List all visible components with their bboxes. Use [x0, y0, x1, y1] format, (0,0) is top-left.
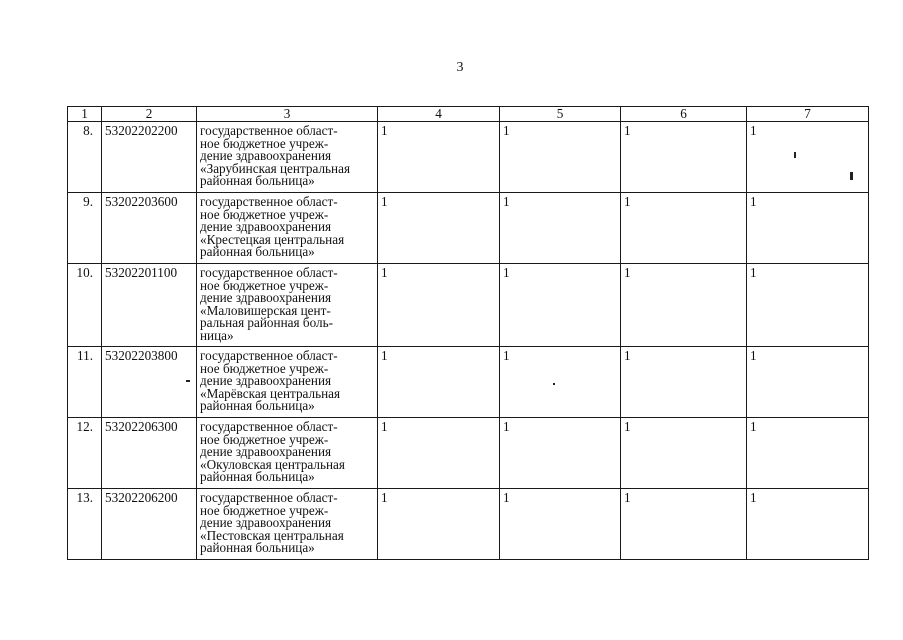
row-col-4: 1: [378, 193, 500, 264]
scan-speck: [794, 152, 796, 158]
row-code: 53202203800: [102, 347, 197, 418]
row-col-6: 1: [621, 347, 747, 418]
row-col-5: 1: [500, 489, 621, 560]
row-institution-name: [197, 347, 378, 418]
header-col-4: 4: [378, 107, 500, 122]
institution-name-line: государственное област-: [200, 348, 338, 363]
row-col-7: 1: [747, 347, 869, 418]
row-col-6: 1: [621, 418, 747, 489]
row-col-4: 1: [378, 347, 500, 418]
table-row: [68, 264, 869, 347]
row-institution-name: [197, 489, 378, 560]
row-code: 53202201100: [102, 264, 197, 347]
row-col-7: 1: [747, 418, 869, 489]
institution-name-line: государственное област-: [200, 123, 338, 138]
row-col-7: 1: [747, 489, 869, 560]
institution-name-line: ное бюджетное учреж-: [200, 206, 329, 222]
row-institution-name: [197, 122, 378, 193]
data-table: [67, 106, 869, 560]
row-col-5: 1: [500, 264, 621, 347]
institution-name-line: дение здравоохранения: [200, 219, 332, 234]
institution-name-line: дение здравоохранения: [200, 515, 332, 530]
row-institution-name: [197, 193, 378, 264]
scan-speck: [850, 172, 853, 180]
institution-name-line: дение здравоохранения: [200, 444, 332, 459]
row-code: 53202203600: [102, 193, 197, 264]
row-col-5: 1: [500, 347, 621, 418]
institution-name-line: ница»: [200, 327, 234, 343]
row-col-7: 1: [747, 264, 869, 347]
institution-name-line: районная больница»: [200, 244, 315, 259]
row-col-5: 1: [500, 418, 621, 489]
header-col-1: 1: [68, 107, 102, 122]
institution-name-line: районная больница»: [200, 540, 315, 555]
row-col-6: 1: [621, 489, 747, 560]
table-row: [68, 122, 869, 193]
row-code: 53202206300: [102, 418, 197, 489]
row-col-4: 1: [378, 418, 500, 489]
institution-name-line: ное бюджетное учреж-: [200, 502, 329, 518]
institution-name-line: районная больница»: [200, 398, 315, 413]
header-col-7: 7: [747, 107, 869, 122]
institution-name-line: государственное област-: [200, 265, 338, 280]
institution-name-line: государственное област-: [200, 194, 338, 209]
row-col-7: 1: [747, 193, 869, 264]
header-col-3: 3: [197, 107, 378, 122]
row-col-6: 1: [621, 264, 747, 347]
institution-name-line: «Крестецкая центральная: [200, 231, 345, 247]
scan-speck: [553, 383, 555, 385]
row-col-5: 1: [500, 193, 621, 264]
row-institution-name: [197, 264, 378, 347]
row-col-7: 1: [747, 122, 869, 193]
row-number: 8.: [68, 122, 102, 193]
row-col-6: 1: [621, 122, 747, 193]
table-row: [68, 193, 869, 264]
institution-name-line: ральная районная боль-: [200, 315, 333, 330]
scan-speck: [186, 380, 190, 382]
institution-name-line: «Пестовская центральная: [200, 527, 344, 543]
institution-name-line: дение здравоохранения: [200, 373, 332, 388]
table-body: [68, 122, 869, 560]
table-header: [68, 107, 869, 122]
row-number: 11.: [68, 347, 102, 418]
institution-name-line: «Маловишерская цент-: [200, 302, 331, 318]
institution-name-line: ное бюджетное учреж-: [200, 431, 329, 447]
table-row: [68, 489, 869, 560]
row-number: 9.: [68, 193, 102, 264]
row-number: 10.: [68, 264, 102, 347]
row-code: 53202206200: [102, 489, 197, 560]
row-col-6: 1: [621, 193, 747, 264]
row-col-5: 1: [500, 122, 621, 193]
institution-name-line: «Марёвская центральная: [200, 385, 341, 401]
page-number: 3: [456, 60, 464, 75]
row-number: 13.: [68, 489, 102, 560]
institution-name-line: районная больница»: [200, 173, 315, 188]
table-row: [68, 418, 869, 489]
row-col-4: 1: [378, 489, 500, 560]
table-row: [68, 347, 869, 418]
header-col-5: 5: [500, 107, 621, 122]
institution-name-line: «Окуловская центральная: [200, 456, 345, 472]
institution-name-line: «Зарубинская центральная: [200, 160, 351, 176]
institution-name-line: дение здравоохранения: [200, 290, 332, 305]
institution-name-line: ное бюджетное учреж-: [200, 277, 329, 293]
institution-name-line: ное бюджетное учреж-: [200, 135, 329, 151]
row-code: 53202202200: [102, 122, 197, 193]
row-col-4: 1: [378, 264, 500, 347]
row-institution-name: [197, 418, 378, 489]
institution-name-line: дение здравоохранения: [200, 148, 332, 163]
header-col-2: 2: [102, 107, 197, 122]
institution-name-line: государственное област-: [200, 419, 338, 434]
institution-name-line: государственное област-: [200, 490, 338, 505]
row-number: 12.: [68, 418, 102, 489]
institution-name-line: районная больница»: [200, 469, 315, 484]
row-col-4: 1: [378, 122, 500, 193]
institution-name-line: ное бюджетное учреж-: [200, 360, 329, 376]
header-col-6: 6: [621, 107, 747, 122]
